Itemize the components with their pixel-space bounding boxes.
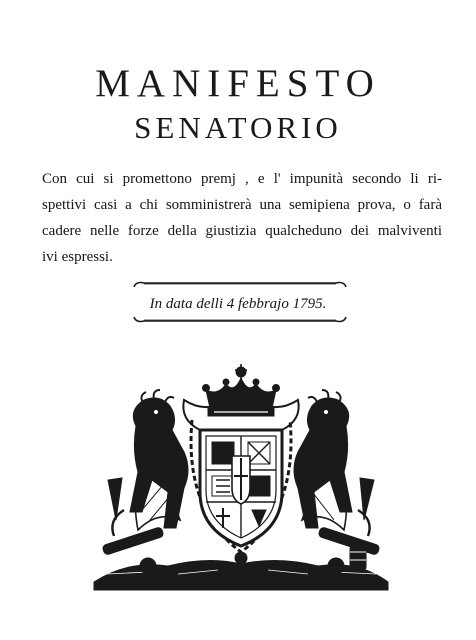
coat-of-arms-emblem-icon [88,360,394,592]
body-line-1: Con cui si promettono premj , e l' impunità secondo li ri- [42,171,442,187]
body-line-3: cadere nelle forze della giustizia qualcheduno dei malviventi [42,223,442,239]
body-line-4: ivi espressi. [42,249,113,265]
document-title-line-2: SENATORIO [134,110,342,145]
ornamental-rule-bottom-icon [130,314,350,326]
date-line: In data delli 4 febbrajo 1795. [149,296,327,312]
document-body [42,166,442,270]
document-title-line-1: MANIFESTO [95,62,381,105]
body-line-2: spettivi casi a chi somministrerà una semipiena prova, o farà [42,197,442,213]
ornamental-rule-top-icon [130,278,350,290]
